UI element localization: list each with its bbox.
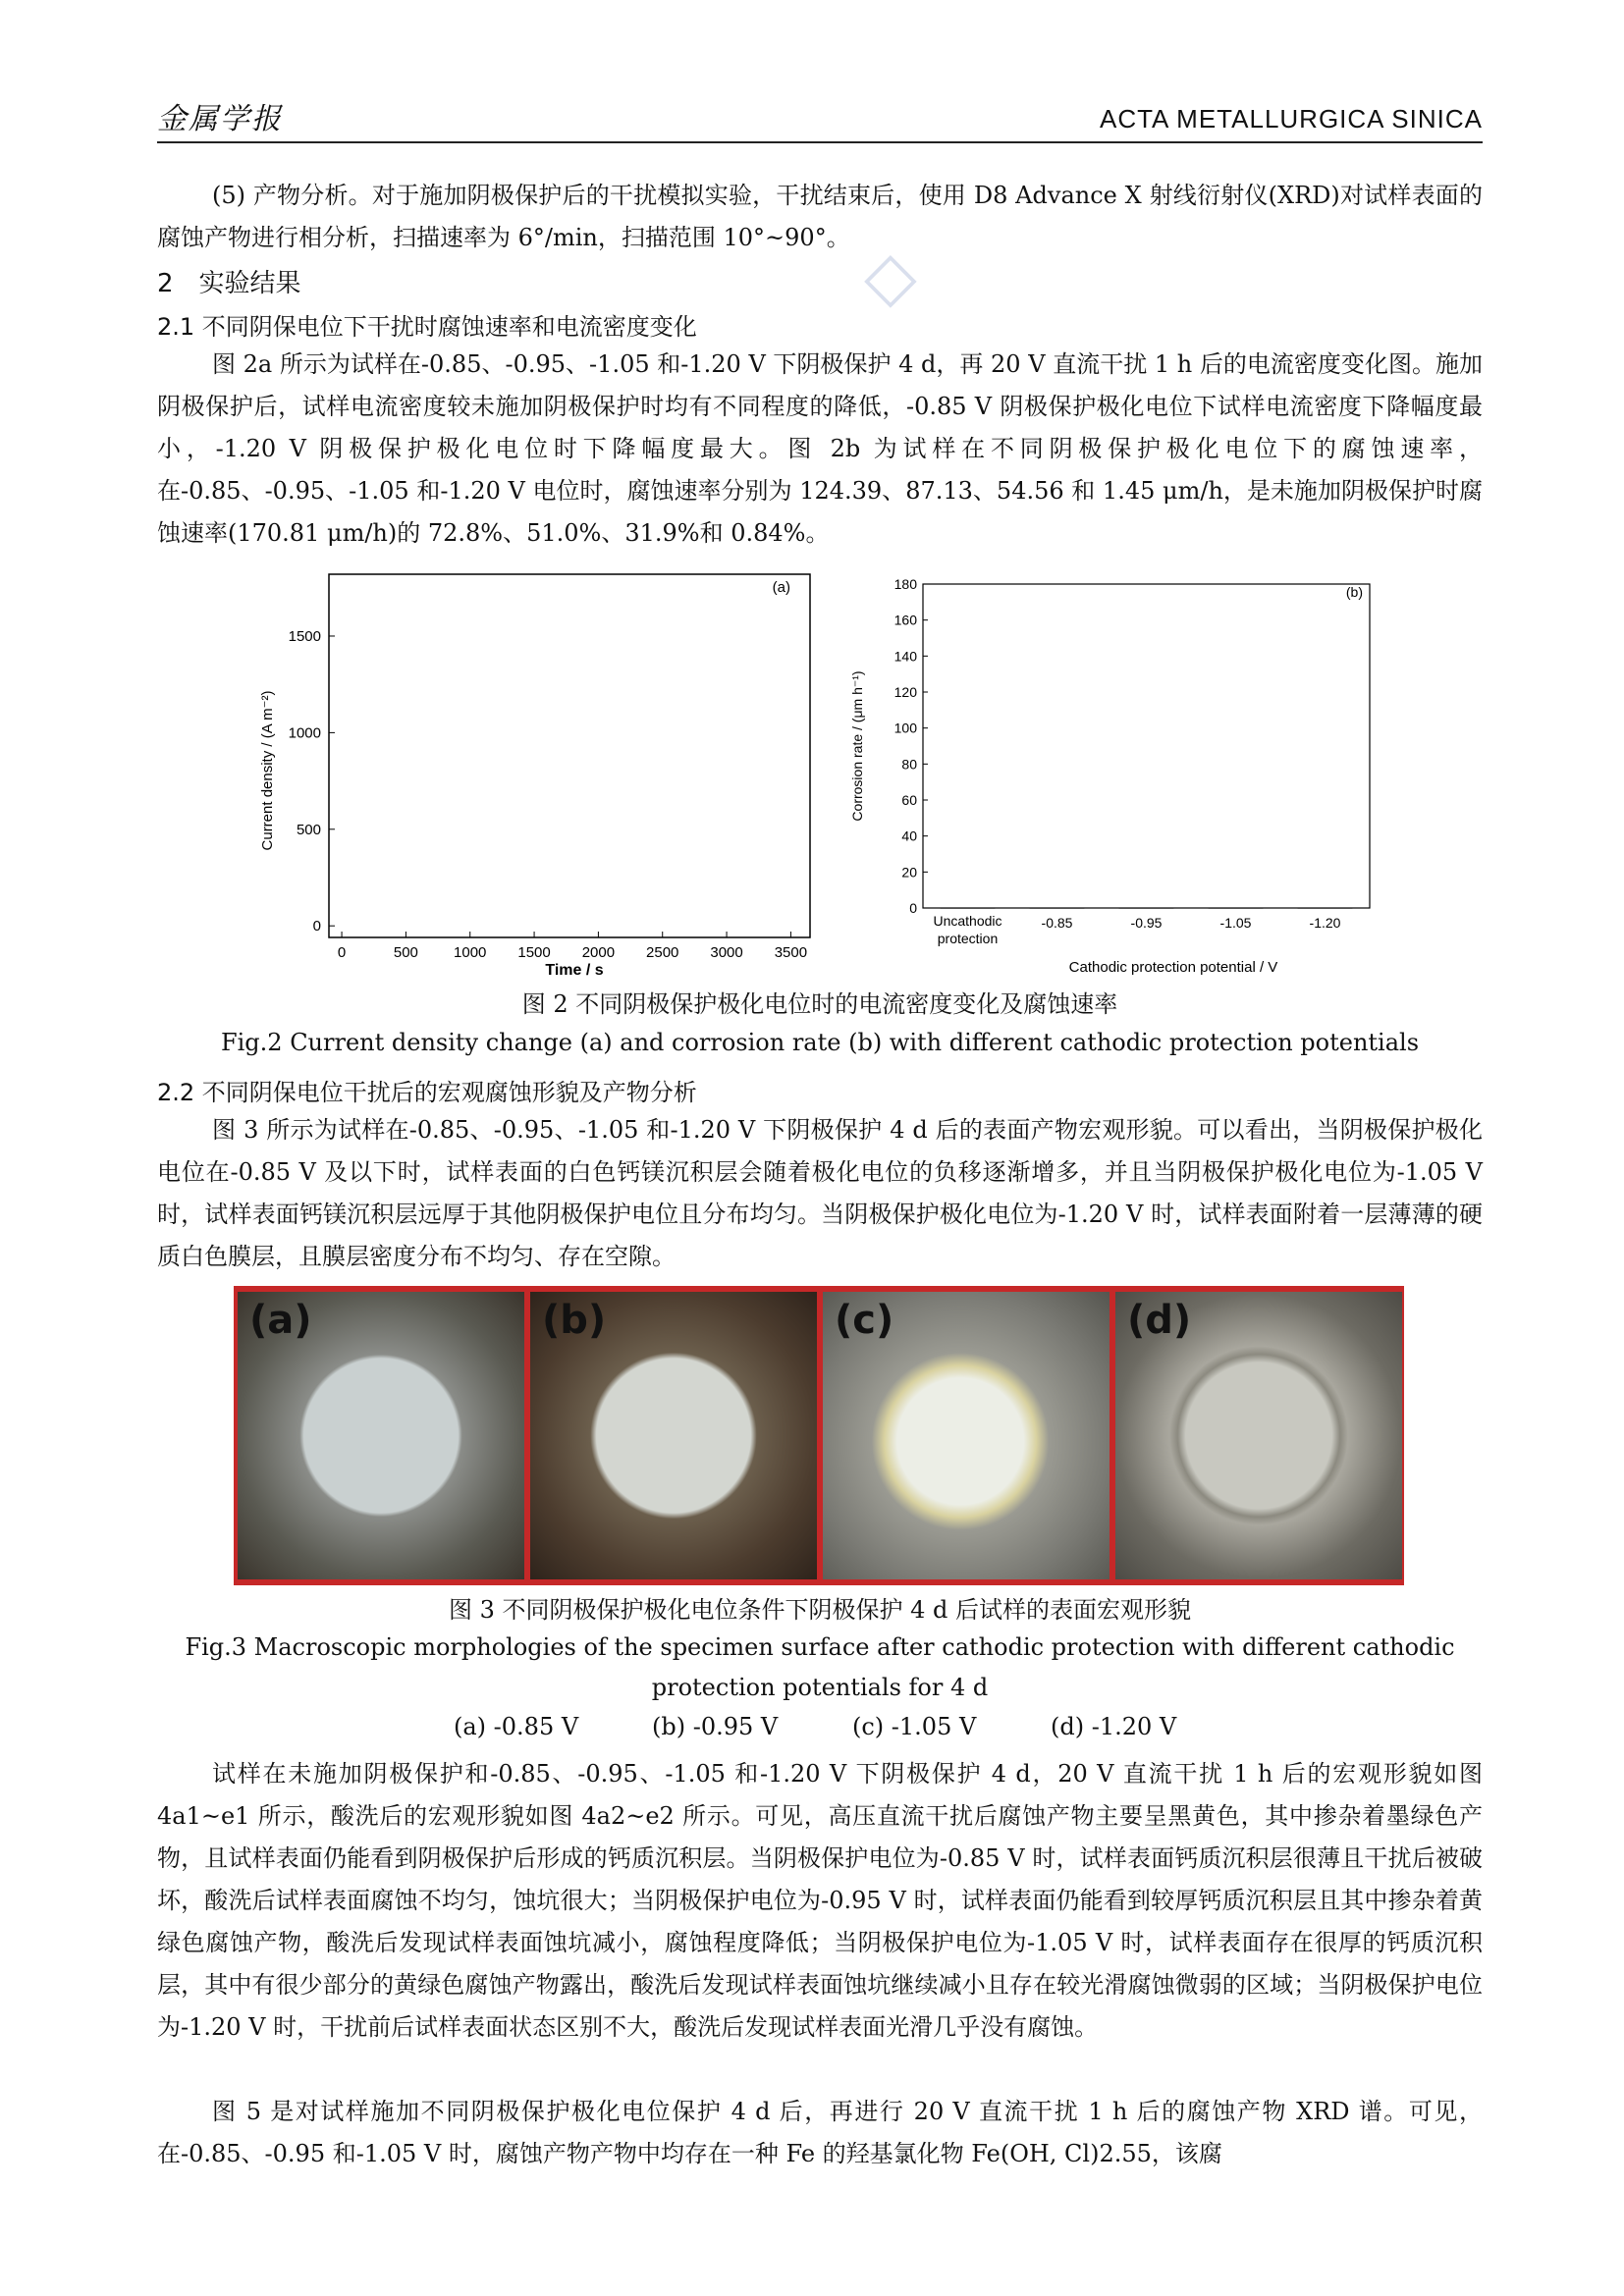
journal-name: ACTA METALLURGICA SINICA: [1099, 104, 1483, 133]
x-tick-label: -1.05: [1219, 915, 1252, 931]
y-tick-label: 80: [901, 756, 917, 773]
paragraph-interference-morphology: 试样在未施加阴极保护和-0.85、-0.95、-1.05 和-1.20 V 下阴极保护 4 d，20 V 直流干扰 1 h 后的宏观形貌如图 4a1~e1 所示，酸洗后的宏观形貌如图 4a2~e2 所示。可见，高压直流干扰后腐蚀产物主要呈黑黄色，其中掺杂着墨绿色产物，且试样表面仍能看到阴极保护后形成的钙质沉积层。当阴极保护电位为-0.85 V 时，试样表面钙质沉积层很薄且干扰后被破坏，酸洗后试样表面腐蚀不均匀，蚀坑很大；当阴极保护电位为-0.95 V 时，试样表面仍能看到较厚钙质沉积层且其中掺杂着黄绿色腐蚀产物，酸洗后发现试样表面蚀坑减小，腐蚀程度降低；当阴极保护电位为-1.05 V 时，试样表面存在很厚的钙质沉积层，其中有很少部分的黄绿色腐蚀产物露出，酸洗后发现试样表面蚀坑继续减小且存在较光滑腐蚀微弱的区域；当阴极保护电位为-1.20 V 时，干扰前后试样表面状态区别不大，酸洗后发现试样表面光滑几乎没有腐蚀。: [157, 1760, 1483, 2041]
figure-3-subcaption-a: (a) -0.85 V: [454, 1713, 579, 1740]
figure-2b-panel-label: (b): [1345, 584, 1363, 600]
specimen-photo-b: [530, 1292, 817, 1579]
y-tick-label: 100: [893, 720, 917, 736]
figure-2a-panel-label: (a): [772, 579, 790, 596]
figure-3-subcaption-d: (d) -1.20 V: [1051, 1713, 1177, 1740]
x-tick-label: 500: [393, 944, 418, 961]
figure-3-caption-cn: 图 3 不同阴极保护极化电位条件下阴极保护 4 d 后试样的表面宏观形貌: [448, 1596, 1192, 1624]
figure-3-caption-en-line1: Fig.3 Macroscopic morphologies of the specimen surface after cathodic protection with different cathodic: [185, 1633, 1455, 1661]
section-heading-results: 2 实验结果: [157, 269, 301, 298]
photo-label-d: (d): [1127, 1298, 1192, 1343]
y-tick-label: 1000: [288, 724, 321, 742]
x-tick-label: 0: [337, 944, 347, 961]
y-tick-label: 1500: [288, 627, 321, 645]
y-tick-label: 160: [893, 612, 917, 628]
y-tick-label: 0: [312, 918, 321, 935]
figure-2a-xlabel: Time / s: [545, 962, 604, 979]
figure-3-caption-en-line2: protection potentials for 4 d: [651, 1674, 989, 1701]
y-tick-label: 60: [901, 792, 917, 808]
x-tick-label: -0.85: [1041, 915, 1073, 931]
figure-2b-chart: [844, 569, 1394, 982]
figure-2b-xlabel: Cathodic protection potential / V: [1068, 959, 1278, 976]
figure-2b-ylabel: Corrosion rate / (μm h⁻¹): [849, 670, 865, 822]
journal-logo: 金属学报: [157, 102, 283, 136]
y-tick-label: 0: [909, 900, 917, 916]
y-tick-label: 180: [893, 576, 917, 592]
specimen-photo-d: [1115, 1292, 1402, 1579]
subsection-heading-2-1: 2.1 不同阴保电位下干扰时腐蚀速率和电流密度变化: [157, 313, 697, 341]
y-tick-label: 120: [893, 684, 917, 700]
x-tick-label: 1500: [517, 944, 551, 961]
figure-2-caption-en: Fig.2 Current density change (a) and corrosion rate (b) with different cathodic protection potentials: [220, 1029, 1420, 1056]
x-tick-label: 2000: [581, 944, 616, 961]
specimen-photo-c: [823, 1292, 1110, 1579]
paragraph-macroscopic-morphology: 图 3 所示为试样在-0.85、-0.95、-1.05 和-1.20 V 下阴极保护 4 d 后的表面产物宏观形貌。可以看出，当阴极保护极化电位在-0.85 V 及以下时，试样表面的白色钙镁沉积层会随着极化电位的负移逐渐增多，并且当阴极保护极化电位为-1.05 V 时，试样表面钙镁沉积层远厚于其他阴极保护电位且分布均匀。当阴极保护极化电位为-1.20 V 时，试样表面附着一层薄薄的硬质白色膜层，且膜层密度分布不均匀、存在空隙。: [157, 1116, 1483, 1270]
figure-2-caption-cn: 图 2 不同阴极保护极化电位时的电流密度变化及腐蚀速率: [521, 990, 1118, 1018]
subsection-heading-2-2: 2.2 不同阴保电位干扰后的宏观腐蚀形貌及产物分析: [157, 1079, 697, 1106]
page-header: [157, 90, 1483, 143]
figure-2a-ylabel: Current density / (A m⁻²): [259, 690, 276, 851]
paragraph-product-analysis: (5) 产物分析。对于施加阴极保护后的干扰模拟实验，干扰结束后，使用 D8 Advance X 射线衍射仪(XRD)对试样表面的腐蚀产物进行相分析，扫描速率为 6°/min，扫描范围 10°~90°。: [157, 182, 1483, 251]
figure-3-photos: [234, 1286, 1404, 1585]
x-tick-label: 3000: [710, 944, 743, 961]
x-tick-label: 2500: [646, 944, 679, 961]
photo-label-a: (a): [249, 1298, 312, 1343]
figure-2b-frame: [923, 584, 1370, 908]
y-tick-label: 40: [901, 828, 917, 844]
y-tick-label: 140: [893, 648, 917, 665]
watermark-icon: ◇: [864, 236, 917, 316]
paragraph-current-density: 图 2a 所示为试样在-0.85、-0.95、-1.05 和-1.20 V 下阴极保护 4 d，再 20 V 直流干扰 1 h 后的电流密度变化图。施加阴极保护后，试样电流密度较未施加阴极保护时均有不同程度的降低，-0.85 V 阴极保护极化电位下试样电流密度下降幅度最小，-1.20 V 阴极保护极化电位时下降幅度最大。图 2b 为试样在不同阴极保护极化电位下的腐蚀速率，在-0.85、-0.95、-1.05 和-1.20 V 电位时，腐蚀速率分别为 124.39、87.13、54.56 和 1.45 μm/h，是未施加阴极保护时腐蚀速率(170.81 μm/h)的 72.8%、51.0%、31.9%和 0.84%。: [157, 350, 1483, 547]
figure-2a-frame: [329, 574, 810, 937]
y-tick-label: 500: [296, 821, 321, 838]
photo-label-b: (b): [542, 1298, 607, 1343]
paragraph-xrd: 图 5 是对试样施加不同阴极保护极化电位保护 4 d 后，再进行 20 V 直流干扰 1 h 后的腐蚀产物 XRD 谱。可见，在-0.85、-0.95 和-1.05 V 时，腐蚀产物产物中均存在一种 Fe 的羟基氯化物 Fe(OH, Cl)2.55，该腐: [157, 2098, 1483, 2167]
specimen-photo-a: [238, 1292, 524, 1579]
x-tick-label: -1.20: [1309, 915, 1341, 931]
x-tick-label: 3500: [774, 944, 808, 961]
y-tick-label: 20: [901, 864, 917, 881]
figure-3-subcaption-b: (b) -0.95 V: [652, 1713, 779, 1740]
photo-label-c: (c): [835, 1298, 894, 1343]
x-tick-label: protection: [937, 931, 999, 946]
x-tick-label: 1000: [454, 944, 487, 961]
x-tick-label: -0.95: [1130, 915, 1163, 931]
figure-2a-chart: [221, 564, 820, 982]
figure-3-subcaption-c: (c) -1.05 V: [852, 1713, 977, 1740]
x-tick-label: Uncathodic: [933, 913, 1002, 929]
